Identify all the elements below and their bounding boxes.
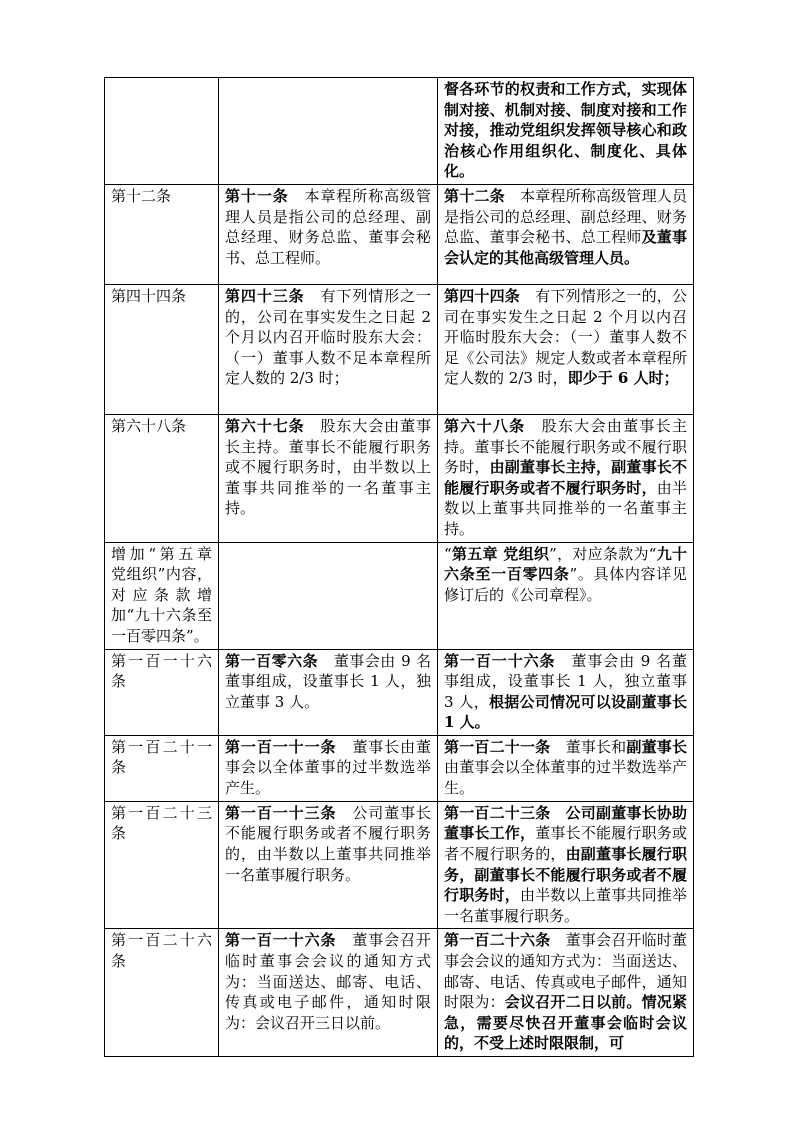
text-segment: 第一百二十一条: [444, 737, 551, 756]
new-article-number-cell: [105, 929, 219, 1057]
text-segment: 有下列情形之一的，公司在事实发生之日起 2 个月以内召开临时股东大会：（一）董事人数不足《公司法》规定人数或者本章程所定人数的 2/3 时，: [444, 286, 687, 388]
text-segment: 股东大会由董事长主持。董事长不能履行职务或不履行职务时，由半数以上董事共同推举的一名董事主持。: [225, 416, 431, 518]
revised-text-cell: [438, 801, 694, 929]
table-row: [105, 184, 694, 284]
text-segment: 第六十八条: [111, 416, 187, 435]
text-segment: 根据公司情况可以设副董事长 1 人。: [444, 692, 687, 732]
table-row: [105, 649, 694, 735]
text-segment: 董事长由董事会以全体董事的过半数选举产生。: [225, 737, 431, 798]
text-segment: 董事会由 9 名董事组成，设董事长 1 人，独立董事 3 人，: [444, 651, 687, 711]
original-text-cell: [219, 542, 438, 649]
text-segment: 由半数以上董事共同推举一名董事履行职务。: [444, 886, 687, 925]
text-segment: 由副董事长主持，副董事长不能履行职务或者不履行职务时，: [444, 458, 687, 497]
revised-text-cell: [438, 184, 694, 284]
text-segment: 第四十四条: [444, 286, 520, 305]
text-segment: 第四十三条: [225, 286, 305, 305]
text-segment: 第十一条: [225, 186, 289, 205]
text-segment: 第十二条: [444, 186, 505, 205]
new-article-number-cell: [105, 735, 219, 801]
revised-text-cell: [438, 929, 694, 1057]
new-article-number-cell: [105, 284, 219, 414]
text-segment: 会议召开二日以前。情况紧急，需要尽快召开董事会临时会议的，不受上述时限限制，可: [444, 993, 687, 1053]
text-segment: 董事会召开临时董事会会议的通知方式为：当面送达、邮寄、电话、传真或电子邮件，通知时限为：会议召开三日以前。: [225, 931, 431, 1032]
revised-text-cell: [438, 735, 694, 801]
original-text-cell: [219, 801, 438, 929]
table-row: [105, 284, 694, 414]
table-row: [105, 735, 694, 801]
text-segment: “: [444, 544, 452, 563]
original-text-cell: [219, 284, 438, 414]
text-segment: 股东大会由董事长主持。董事长不能履行职务或不履行职务时，: [444, 416, 687, 477]
text-segment: 第一百一十三条: [225, 803, 337, 822]
text-segment: 董事长和: [550, 737, 627, 756]
text-segment: 第一百一十六条: [111, 651, 212, 691]
table-row: [105, 542, 694, 649]
text-segment: ”，对应条款为“: [549, 544, 657, 563]
original-text-cell: [219, 184, 438, 284]
text-segment: 第一百一十六条: [444, 651, 556, 670]
new-article-number-cell: [105, 649, 219, 735]
text-segment: 副董事长: [626, 737, 687, 756]
new-article-number-cell: [105, 78, 219, 185]
text-segment: 本章程所称高级管理人员是指公司的总经理、副总经理、财务总监、董事会秘书、总工程师。: [225, 186, 431, 267]
revised-text-cell: [438, 284, 694, 414]
text-segment: 第一百一十六条: [225, 931, 337, 950]
new-article-number-cell: [105, 801, 219, 929]
text-segment: 第一百二十三条: [111, 803, 212, 843]
table-row: [105, 801, 694, 929]
text-segment: 本章程所称高级管理人员是指公司的总经理、副总经理、财务总监、董事会秘书、总工程师: [444, 186, 687, 247]
table-row: [105, 78, 694, 185]
text-segment: 董事会召开临时董事会会议的通知方式为：当面送达、邮寄、电话、传真或电子邮件，通知时限为：: [444, 931, 687, 1012]
text-segment: 第一百二十一条: [111, 737, 212, 777]
text-segment: 督各环节的权责和工作方式，实现体制对接、机制对接、制度对接和工作对接，推动党组织发挥领导核心和政治核心作用组织化、制度化、具体化。: [444, 80, 687, 181]
revised-text-cell: [438, 649, 694, 735]
text-segment: 第六十七条: [225, 416, 305, 435]
original-text-cell: [219, 649, 438, 735]
text-segment: 第一百一十一条: [225, 737, 337, 756]
text-segment: 由半数以上董事共同推举的一名董事主持。: [444, 478, 687, 538]
text-segment: 董事会由 9 名董事组成，设董事长 1 人，独立董事 3 人。: [225, 651, 431, 711]
revised-text-cell: [438, 78, 694, 185]
text-segment: 增加“第五章 党组织”内容，对应条款增加“九十六条至一百零四条”。: [111, 544, 212, 645]
original-text-cell: [219, 735, 438, 801]
revision-comparison-table: [104, 77, 694, 1057]
new-article-number-cell: [105, 542, 219, 649]
text-segment: 第六十八条: [444, 416, 526, 435]
text-segment: 第一百二十三条 公司副董事长协助董事长工作，: [444, 803, 687, 843]
revised-text-cell: [438, 542, 694, 649]
table-row: [105, 414, 694, 542]
text-segment: 第一百二十六条: [111, 931, 212, 971]
text-segment: 公司董事长不能履行职务或者不履行职务的，由半数以上董事共同推举一名董事履行职务。: [225, 803, 431, 884]
new-article-number-cell: [105, 414, 219, 542]
table-row: [105, 929, 694, 1057]
new-article-number-cell: [105, 184, 219, 284]
text-segment: 第一百零六条: [225, 651, 319, 670]
original-text-cell: [219, 929, 438, 1057]
text-segment: 第五章 党组织: [451, 544, 550, 563]
text-segment: 即少于 6 人时；: [567, 369, 679, 388]
text-segment: 由副董事长履行职务，副董事长不能履行职务或者不履行职务时，: [444, 845, 687, 905]
text-segment: 第十二条: [111, 186, 172, 205]
original-text-cell: [219, 414, 438, 542]
text-segment: 及董事会认定的其他高级管理人员。: [444, 228, 687, 267]
text-segment: 第一百二十六条: [444, 931, 551, 950]
text-segment: 由董事会以全体董事的过半数选举产生。: [444, 758, 687, 798]
text-segment: 董事长不能履行职务或者不履行职务的，: [444, 824, 687, 864]
text-segment: 第四十四条: [111, 286, 187, 305]
original-text-cell: [219, 78, 438, 185]
text-segment: ”。具体内容详见修订后的《公司章程》。: [444, 565, 687, 604]
text-segment: 有下列情形之一的，公司在事实发生之日起 2 个月以内召开临时股东大会：（一）董事人数不足本章程所定人数的 2/3 时；: [225, 286, 431, 388]
text-segment: 九十六条至一百零四条: [444, 544, 687, 584]
revised-text-cell: [438, 414, 694, 542]
